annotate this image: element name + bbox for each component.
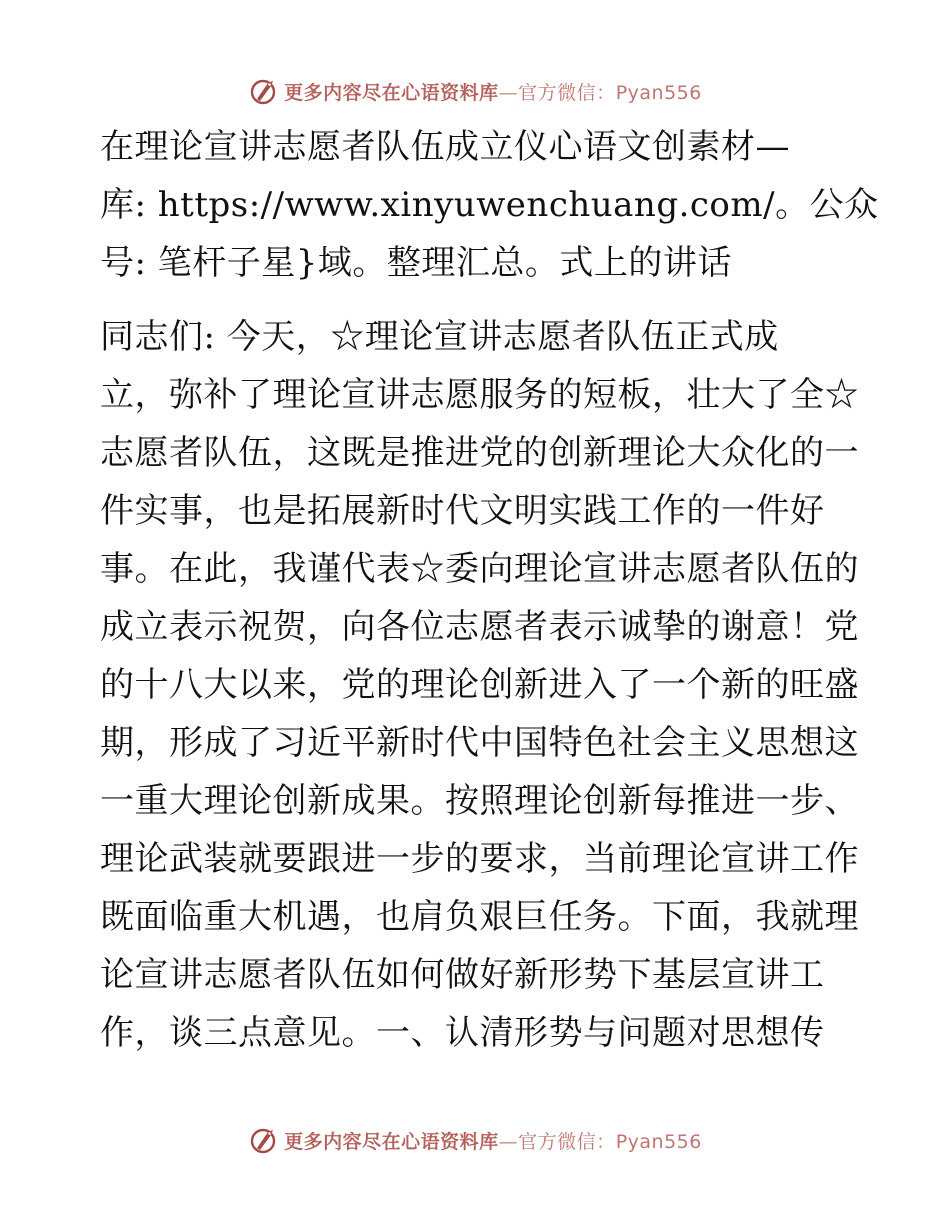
footer-banner-dash: —: [498, 1130, 519, 1153]
footer-banner-wechat-label: 官方微信：: [518, 1130, 616, 1153]
body-line-6: 成立表示祝贺，向各位志愿者表示诚挚的谢意！党: [100, 607, 859, 647]
body-line-2: 立，弥补了理论宣讲志愿服务的短板，壮大了全☆: [100, 375, 859, 415]
body-line-13: 作，谈三点意见。一、认清形势与问题对思想传: [100, 1013, 825, 1053]
header-banner-wechat-label: 官方微信：: [518, 81, 616, 104]
body-line-9: 一重大理论创新成果。按照理论创新每推进一步、: [100, 781, 859, 821]
body-line-1: 同志们: 今天，☆理论宣讲志愿者队伍正式成: [100, 317, 779, 357]
title-line-1: 在理论宣讲志愿者队伍成立仪心语文创素材—: [100, 127, 790, 167]
pen-logo-icon: [248, 1124, 280, 1156]
document-body: [100, 118, 879, 1062]
title-line-3: 号: 笔杆子星}域。整理汇总。式上的讲话: [100, 243, 732, 283]
footer-banner: [0, 1123, 950, 1157]
paragraph-gap: [100, 292, 860, 308]
body-line-3: 志愿者队伍，这既是推进党的创新理论大众化的一: [100, 433, 859, 473]
body-line-4: 件实事，也是拓展新时代文明实践工作的一件好: [100, 491, 825, 531]
title-line-2: 库: https://www.xinyuwenchuang.com/。公众: [100, 185, 879, 225]
header-banner-wechat-id: Pyan556: [615, 81, 702, 104]
pen-logo-icon: [248, 75, 280, 107]
body-line-5: 事。在此，我谨代表☆委向理论宣讲志愿者队伍的: [100, 549, 859, 589]
footer-banner-wechat-id: Pyan556: [615, 1130, 702, 1153]
footer-banner-text: [284, 1127, 702, 1154]
body-line-11: 既面临重大机遇，也肩负艰巨任务。下面，我就理: [100, 897, 859, 937]
header-banner: [0, 74, 950, 108]
header-banner-text: [284, 78, 702, 105]
body-line-10: 理论武装就要跟进一步的要求，当前理论宣讲工作: [100, 839, 859, 879]
body-line-12: 论宣讲志愿者队伍如何做好新形势下基层宣讲工: [100, 955, 825, 995]
footer-banner-main: 更多内容尽在心语资料库: [284, 1130, 499, 1153]
body-line-8: 期，形成了习近平新时代中国特色社会主义思想这: [100, 723, 859, 763]
body-line-7: 的十八大以来，党的理论创新进入了一个新的旺盛: [100, 665, 859, 705]
header-banner-main: 更多内容尽在心语资料库: [284, 81, 499, 104]
header-banner-dash: —: [498, 81, 519, 104]
